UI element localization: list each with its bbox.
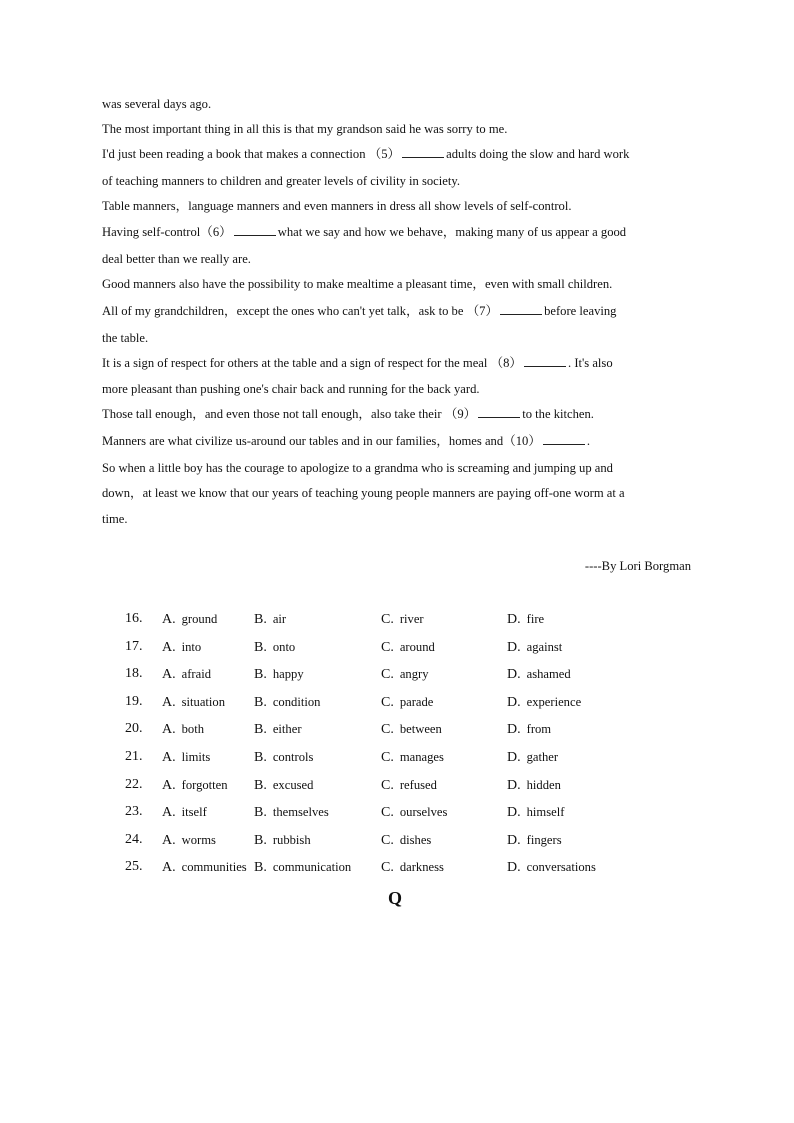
question-number: 23. — [125, 804, 143, 820]
option-letter: A. — [162, 860, 176, 876]
option-c[interactable] — [381, 694, 433, 711]
passage-text: adults doing the slow and hard work — [446, 147, 630, 161]
option-letter: D. — [507, 777, 521, 793]
option-text: gather — [526, 750, 559, 764]
option-text: communication — [272, 860, 352, 875]
passage-text: more pleasant than pushing one's chair back and running for the back yard. — [102, 382, 480, 396]
option-letter: B. — [254, 694, 267, 710]
option-text: ground — [181, 612, 218, 626]
option-letter: C. — [381, 777, 394, 793]
footer-mark: Q — [388, 888, 403, 908]
option-text: hidden — [526, 777, 561, 792]
option-letter: C. — [381, 805, 394, 821]
option-text: between — [399, 722, 442, 737]
option-a[interactable] — [162, 804, 207, 821]
option-b[interactable] — [254, 639, 295, 656]
option-d[interactable] — [507, 721, 551, 738]
option-text: rubbish — [272, 832, 311, 847]
question-number: 25. — [125, 859, 143, 875]
option-text: forgotten — [181, 777, 228, 792]
passage-text: Those tall enough，and even those not tall enough，also take their （9） — [102, 407, 477, 421]
question-number: 16. — [125, 611, 143, 626]
author-signature: ----By Lori Borgman — [584, 559, 691, 573]
option-text: dishes — [399, 832, 432, 847]
option-c[interactable] — [381, 721, 442, 738]
option-letter: A. — [162, 832, 176, 848]
option-letter: A. — [162, 750, 176, 765]
option-d[interactable] — [507, 666, 571, 683]
option-letter: A. — [162, 667, 176, 683]
question-number: 18. — [125, 666, 143, 682]
option-text: excused — [272, 777, 314, 792]
passage-text: of teaching manners to children and greater levels of civility in society. — [102, 174, 460, 188]
passage-line — [102, 355, 702, 371]
option-c[interactable] — [381, 666, 429, 683]
option-c[interactable] — [381, 639, 435, 656]
passage-text: Manners are what civilize us-around our tables and in our families，homes and（10） — [102, 434, 541, 448]
passage-text: was several days ago. — [102, 97, 212, 111]
passage-text: It is a sign of respect for others at the table and a sign of respect for the meal （8） — [102, 356, 523, 370]
answer-blank[interactable] — [524, 355, 566, 367]
passage-text: I'd just been reading a book that makes a connection （5） — [102, 147, 401, 161]
passage-line — [102, 485, 702, 501]
option-a[interactable] — [162, 639, 201, 656]
option-text: itself — [181, 805, 207, 820]
option-text: both — [181, 722, 205, 737]
option-letter: A. — [162, 805, 176, 821]
option-letter: D. — [507, 612, 521, 627]
option-letter: C. — [381, 639, 394, 655]
option-letter: B. — [254, 722, 267, 738]
option-c[interactable] — [381, 859, 444, 876]
option-text: himself — [526, 805, 565, 820]
option-c[interactable] — [381, 749, 444, 766]
passage-line — [102, 330, 702, 346]
question-number: 17. — [125, 638, 143, 654]
option-text: conversations — [526, 860, 596, 875]
passage-text: . It's also — [568, 356, 613, 370]
option-letter: C. — [381, 722, 394, 738]
answer-blank[interactable] — [402, 146, 444, 158]
option-d[interactable] — [507, 611, 544, 628]
passage-line — [102, 173, 702, 189]
answer-blank[interactable] — [234, 224, 276, 236]
answer-blank[interactable] — [478, 406, 520, 418]
passage-line — [102, 276, 702, 292]
option-text: ourselves — [399, 805, 448, 820]
question-number: 21. — [125, 749, 143, 764]
option-a[interactable] — [162, 611, 217, 628]
answer-blank[interactable] — [500, 303, 542, 315]
option-text: around — [399, 639, 435, 654]
option-a[interactable] — [162, 832, 216, 849]
option-letter: B. — [254, 805, 267, 821]
option-b[interactable] — [254, 859, 351, 876]
passage-line — [102, 198, 702, 214]
passage-text: All of my grandchildren，except the ones who can't yet talk，ask to be （7） — [102, 304, 499, 318]
option-text: condition — [272, 694, 321, 709]
option-letter: C. — [381, 694, 394, 710]
option-text: controls — [272, 750, 314, 764]
option-text: manages — [399, 750, 444, 764]
option-a[interactable] — [162, 859, 247, 876]
option-letter: D. — [507, 805, 521, 821]
passage-text: Good manners also have the possibility to make mealtime a pleasant time，even with small children. — [102, 277, 613, 291]
passage-line — [102, 146, 702, 162]
option-a[interactable] — [162, 694, 225, 711]
question-number: 20. — [125, 721, 143, 737]
passage-text: before leaving — [544, 304, 617, 318]
option-text: fire — [526, 612, 545, 626]
option-c[interactable] — [381, 611, 424, 628]
option-a[interactable] — [162, 721, 204, 738]
option-letter: B. — [254, 667, 267, 683]
option-text: angry — [399, 667, 429, 682]
option-d[interactable] — [507, 777, 561, 794]
option-b[interactable] — [254, 611, 286, 628]
option-letter: A. — [162, 777, 176, 793]
option-letter: D. — [507, 750, 521, 765]
option-b[interactable] — [254, 749, 313, 766]
option-a[interactable] — [162, 777, 228, 794]
passage-line — [102, 381, 702, 397]
option-d[interactable] — [507, 694, 581, 711]
option-b[interactable] — [254, 832, 311, 849]
option-letter: D. — [507, 694, 521, 710]
passage-line — [102, 511, 702, 527]
option-d[interactable] — [507, 832, 562, 849]
option-c[interactable] — [381, 804, 447, 821]
option-letter: B. — [254, 750, 267, 765]
option-letter: D. — [507, 832, 521, 848]
option-letter: D. — [507, 667, 521, 683]
option-text: darkness — [399, 860, 444, 875]
option-text: ashamed — [526, 667, 571, 682]
option-text: communities — [181, 860, 247, 875]
passage-text: deal better than we really are. — [102, 252, 251, 266]
option-b[interactable] — [254, 777, 313, 794]
passage-text: time. — [102, 512, 128, 526]
option-text: afraid — [181, 667, 211, 682]
option-a[interactable] — [162, 666, 211, 683]
option-text: against — [526, 639, 563, 654]
option-c[interactable] — [381, 777, 437, 794]
passage-text: what we say and how we behave，making many of us appear a good — [277, 225, 627, 239]
option-text: into — [181, 639, 202, 654]
question-number: 22. — [125, 776, 143, 792]
option-letter: B. — [254, 612, 267, 627]
option-b[interactable] — [254, 721, 302, 738]
option-letter: B. — [254, 832, 267, 848]
option-letter: B. — [254, 777, 267, 793]
option-text: river — [399, 612, 424, 626]
option-b[interactable] — [254, 666, 304, 683]
option-text: situation — [181, 694, 226, 709]
answer-blank[interactable] — [543, 433, 585, 445]
option-text: happy — [272, 667, 304, 682]
option-text: onto — [272, 639, 296, 654]
option-text: limits — [181, 750, 211, 764]
option-text: from — [526, 722, 552, 737]
passage-text: So when a little boy has the courage to apologize to a grandma who is screaming and jumping up and — [102, 461, 613, 475]
passage-line — [102, 303, 702, 319]
option-b[interactable] — [254, 694, 320, 711]
passage-line — [102, 96, 702, 112]
passage-text: Table manners，language manners and even manners in dress all show levels of self-control. — [102, 199, 572, 213]
option-text: fingers — [526, 832, 562, 847]
option-letter: D. — [507, 639, 521, 655]
passage-text: . — [586, 434, 591, 448]
option-letter: C. — [381, 832, 394, 848]
option-letter: A. — [162, 722, 176, 738]
option-d[interactable] — [507, 859, 596, 876]
passage-line — [102, 460, 702, 476]
passage-line — [102, 224, 702, 240]
option-letter: D. — [507, 860, 521, 876]
passage-line — [102, 406, 702, 422]
passage-text: the table. — [102, 331, 149, 345]
option-b[interactable] — [254, 804, 329, 821]
passage-text: to the kitchen. — [522, 407, 594, 421]
option-letter: A. — [162, 694, 176, 710]
passage-text: The most important thing in all this is that my grandson said he was sorry to me. — [102, 122, 508, 136]
option-letter: B. — [254, 639, 267, 655]
option-text: experience — [526, 694, 582, 709]
option-text: worms — [181, 832, 216, 847]
option-d[interactable] — [507, 639, 562, 656]
option-letter: C. — [381, 612, 394, 627]
option-letter: A. — [162, 612, 176, 627]
passage-line — [102, 433, 702, 449]
option-letter: C. — [381, 860, 394, 876]
option-letter: D. — [507, 722, 521, 738]
passage-text: Having self-control（6） — [102, 225, 232, 239]
option-c[interactable] — [381, 832, 431, 849]
option-text: parade — [399, 694, 434, 709]
question-number: 24. — [125, 831, 143, 847]
option-letter: C. — [381, 750, 394, 765]
passage-line — [102, 121, 702, 137]
option-text: air — [272, 612, 287, 626]
passage-text: down，at least we know that our years of teaching young people manners are paying off-one worm at a — [102, 486, 625, 500]
option-d[interactable] — [507, 749, 558, 766]
option-text: themselves — [272, 805, 329, 820]
passage-line — [102, 251, 702, 267]
option-letter: B. — [254, 860, 267, 876]
option-letter: C. — [381, 667, 394, 683]
option-a[interactable] — [162, 749, 210, 766]
option-letter: A. — [162, 639, 176, 655]
option-text: either — [272, 722, 302, 737]
option-text: refused — [399, 777, 437, 792]
option-d[interactable] — [507, 804, 564, 821]
question-number: 19. — [125, 693, 143, 709]
